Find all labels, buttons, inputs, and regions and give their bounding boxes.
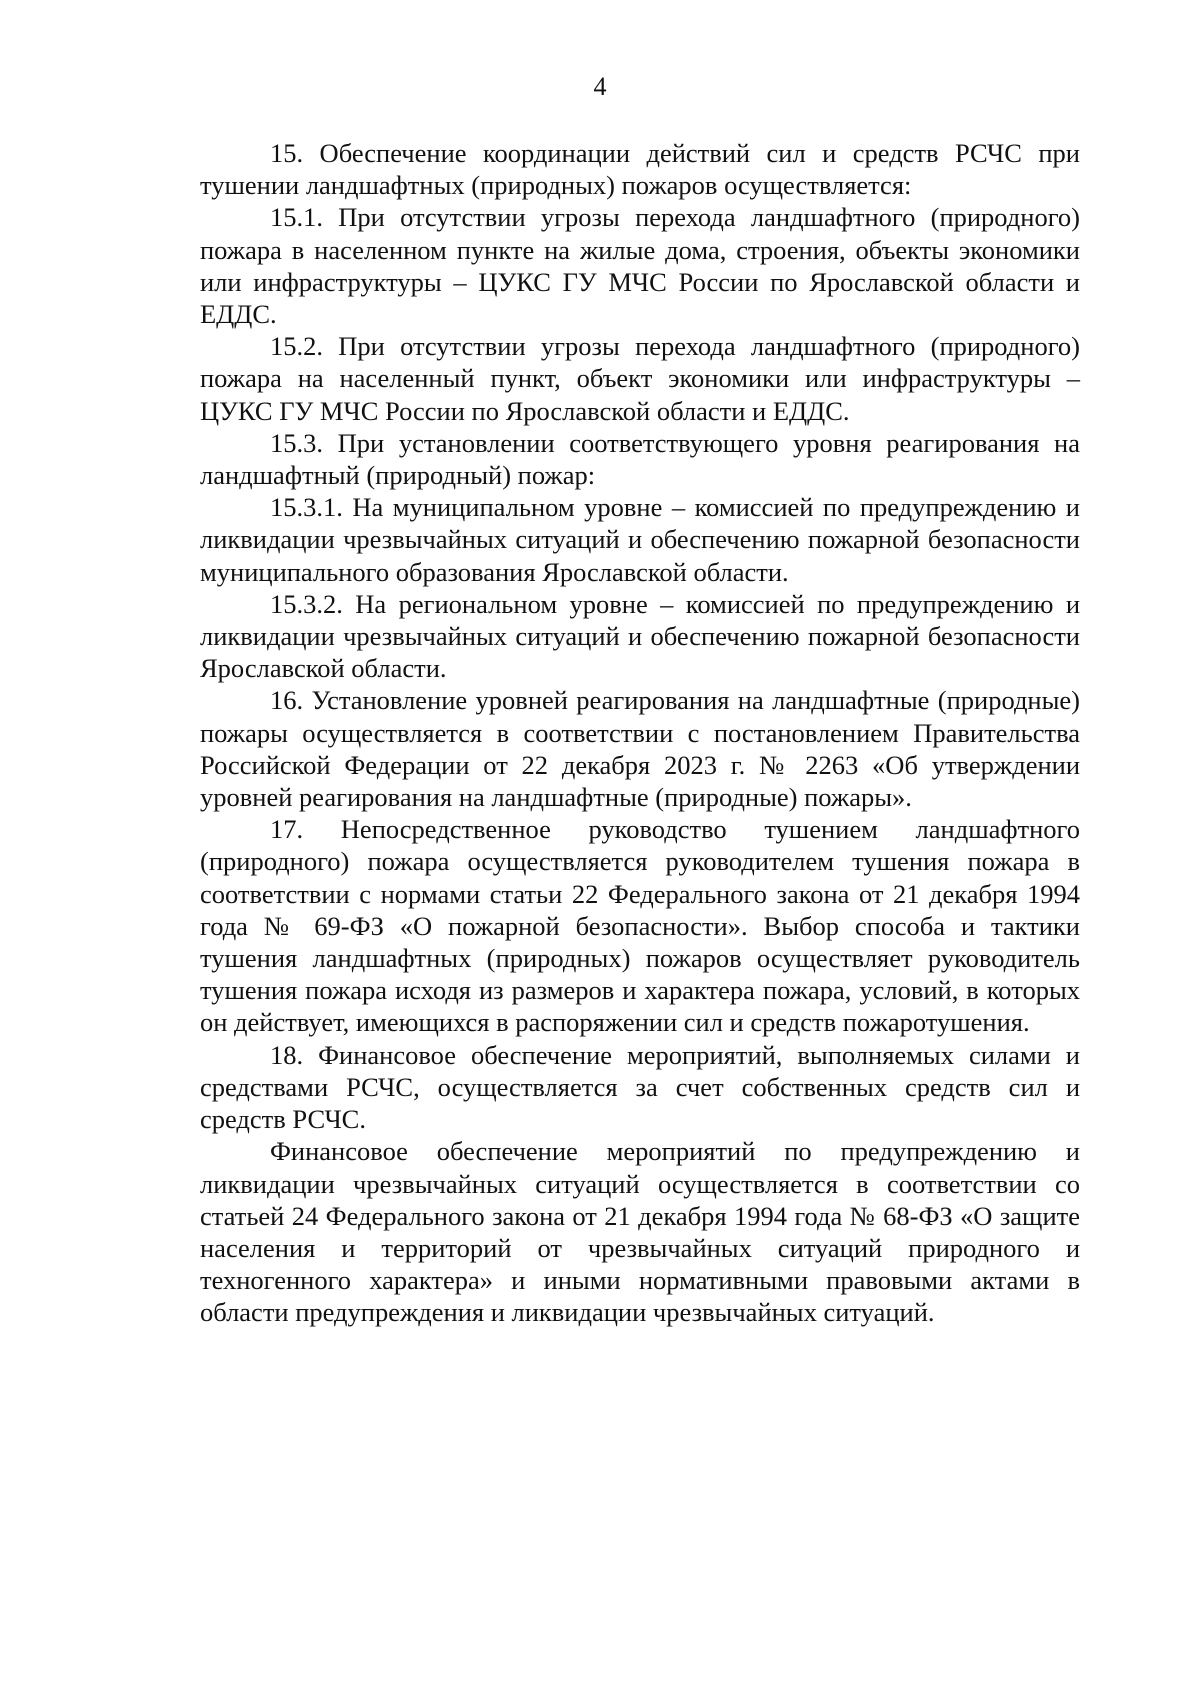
paragraph-15-3-2: 15.3.2. На региональном уровне – комиссией по предупреждению и ликвидации чрезвычайных ситуаций и обеспечению пожарной безопасности Ярославской области. (200, 588, 1080, 684)
paragraph-16: 16. Установление уровней реагирования на ландшафтные (природные) пожары осуществляется в соответствии с постановлением Правительства Российской Федерации от 22 декабря 2023 г. № 2263 «Об утверждении уровней реагирования на ландшафтные (природные) пожары». (200, 685, 1080, 813)
document-body (200, 137, 1080, 1329)
paragraph-15-1: 15.1. При отсутствии угрозы перехода ландшафтного (природного) пожара в населенном пункте на жилые дома, строения, объекты экономики или инфраструктуры – ЦУКС ГУ МЧС России по Ярославской области и ЕДДС. (200, 202, 1080, 330)
page-number: 4 (593, 72, 607, 101)
paragraph-15-3-1: 15.3.1. На муниципальном уровне – комиссией по предупреждению и ликвидации чрезвычайных ситуаций и обеспечению пожарной безопасности муниципального образования Ярославской области. (200, 492, 1080, 587)
paragraph-15-3: 15.3. При установлении соответствующего уровня реагирования на ландшафтный (природный) пожар: (200, 427, 1080, 491)
paragraph-17: 17. Непосредственное руководство тушением ландшафтного (природного) пожара осуществляется руководителем тушения пожара в соответствии с нормами статьи 22 Федерального закона от 21 декабря 1994 года № 69-ФЗ «О пожарной безопасности». Выбор способа и тактики тушения ландшафтных (природных) пожаров осуществляет руководитель тушения пожара исходя из размеров и характера пожара, условий, в которых он действует, имеющихся в распоряжении сил и средств пожаротушения. (200, 814, 1080, 1038)
paragraph-15-2: 15.2. При отсутствии угрозы перехода ландшафтного (природного) пожара на населенный пункт, объект экономики или инфраструктуры – ЦУКС ГУ МЧС России по Ярославской области и ЕДДС. (200, 331, 1080, 426)
paragraph-18: 18. Финансовое обеспечение мероприятий, выполняемых силами и средствами РСЧС, осуществляется за счет собственных средств сил и средств РСЧС. (200, 1039, 1080, 1135)
paragraph-18-financing: Финансовое обеспечение мероприятий по предупреждению и ликвидации чрезвычайных ситуаций осуществляется в соответствии со статьей 24 Федерального закона от 21 декабря 1994 года № 68-ФЗ «О защите населения и территорий от чрезвычайных ситуаций природного и техногенного характера» и иными нормативными правовыми актами в области предупреждения и ликвидации чрезвычайных ситуаций. (200, 1136, 1080, 1328)
paragraph-15: 15. Обеспечение координации действий сил и средств РСЧС при тушении ландшафтных (природных) пожаров осуществляется: (200, 138, 1080, 201)
